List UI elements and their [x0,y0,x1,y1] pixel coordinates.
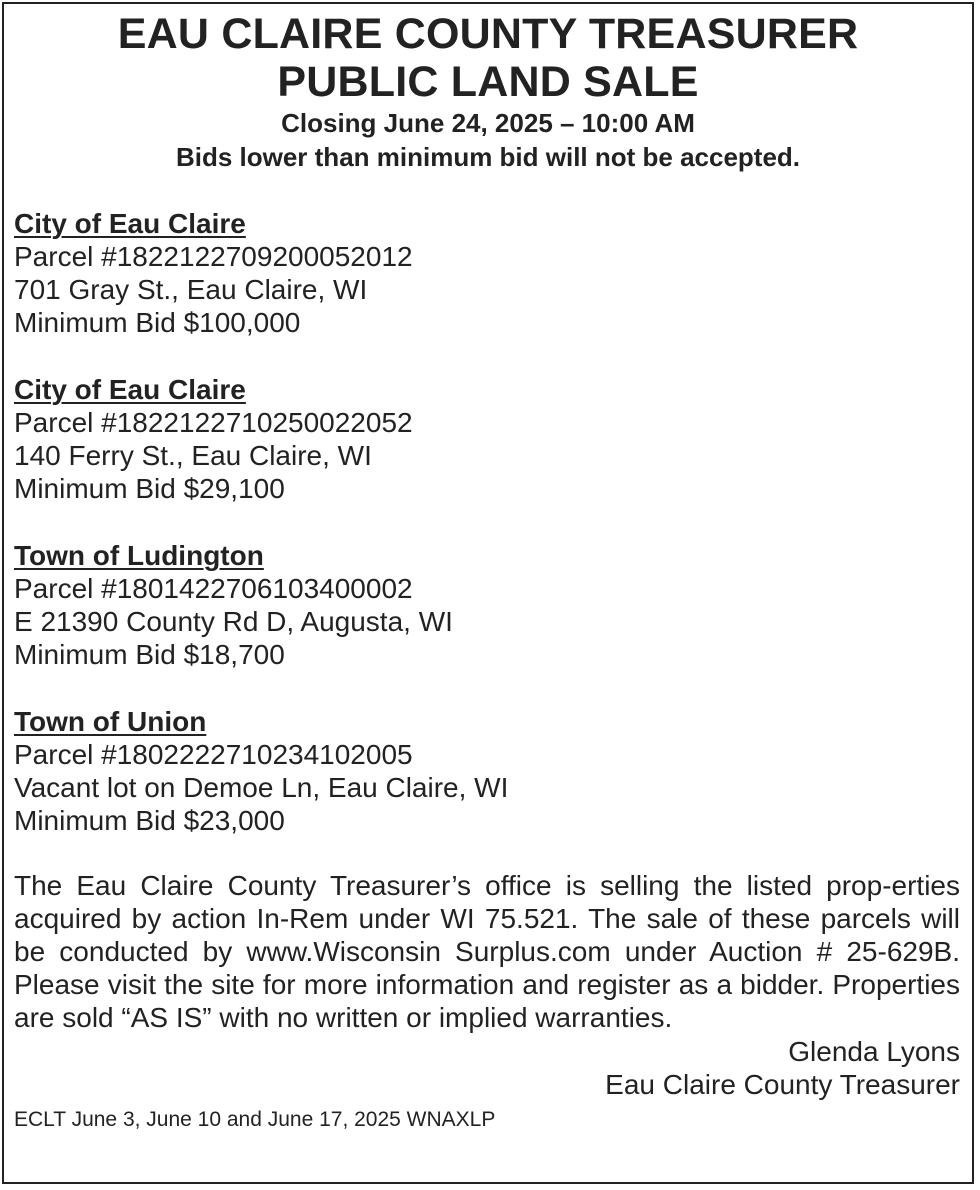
parcel-listing [14,373,972,505]
listing-parcel-number: Parcel #18014227061034000​02 [14,573,413,604]
signatory-title: Eau Claire County Treasurer [605,1069,960,1100]
notice-header [4,10,972,174]
listing-minimum-bid: Minimum Bid $18,700 [14,639,285,670]
publication-line: ECLT June 3, June 10 and June 17, 2025 WNAXLP [14,1108,496,1131]
parcel-listings [4,207,972,837]
sale-description: The Eau Claire County Treasurer’s office is selling the listed prop-erties acquired by action In-Rem under WI 75.521. The sale of these parcels will be conducted by www.Wisconsin Surplus.com under Auction # 25-629B. Please visit the site for more information and register as a bidder. Properties are sold “AS IS” with no written or implied warranties. [14,870,960,1033]
listing-address: 140 Ferry St., Eau Claire, WI [14,440,372,471]
listing-address: 701 Gray St., Eau Claire, WI [14,274,368,305]
signature-block [4,1035,960,1101]
listing-minimum-bid: Minimum Bid $29,100 [14,473,285,504]
notice-title-line-1: EAU CLAIRE COUNTY TREASURER [117,10,859,58]
closing-date: Closing June 24, 2025 – 10:00 AM [281,108,695,138]
listing-minimum-bid: Minimum Bid $23,000 [14,805,285,836]
minimum-bid-notice: Bids lower than minimum bid will not be accepted. [175,142,801,172]
parcel-listing [14,539,972,671]
listing-parcel-number: Parcel #18221227092000520​12 [14,241,413,272]
listing-minimum-bid: Minimum Bid $100,000 [14,307,301,338]
listing-municipality: City of Eau Claire [14,208,246,239]
listing-parcel-number: Parcel #18022227102341020​05 [14,739,413,770]
listing-municipality: City of Eau Claire [14,374,246,405]
notice-title-line-2: PUBLIC LAND SALE [277,58,699,106]
parcel-listing [14,207,972,339]
listing-municipality: Town of Ludington [14,540,264,571]
listing-municipality: Town of Union [14,706,207,737]
listing-address: Vacant lot on Demoe Ln, Eau Claire, WI [14,772,509,803]
signatory-name: Glenda Lyons [788,1036,960,1067]
notice-border [2,2,974,1184]
listing-parcel-number: Parcel #18221227102500220​52 [14,407,413,438]
parcel-listing [14,705,972,837]
listing-address: E 21390 County Rd D, Augusta, WI [14,606,453,637]
